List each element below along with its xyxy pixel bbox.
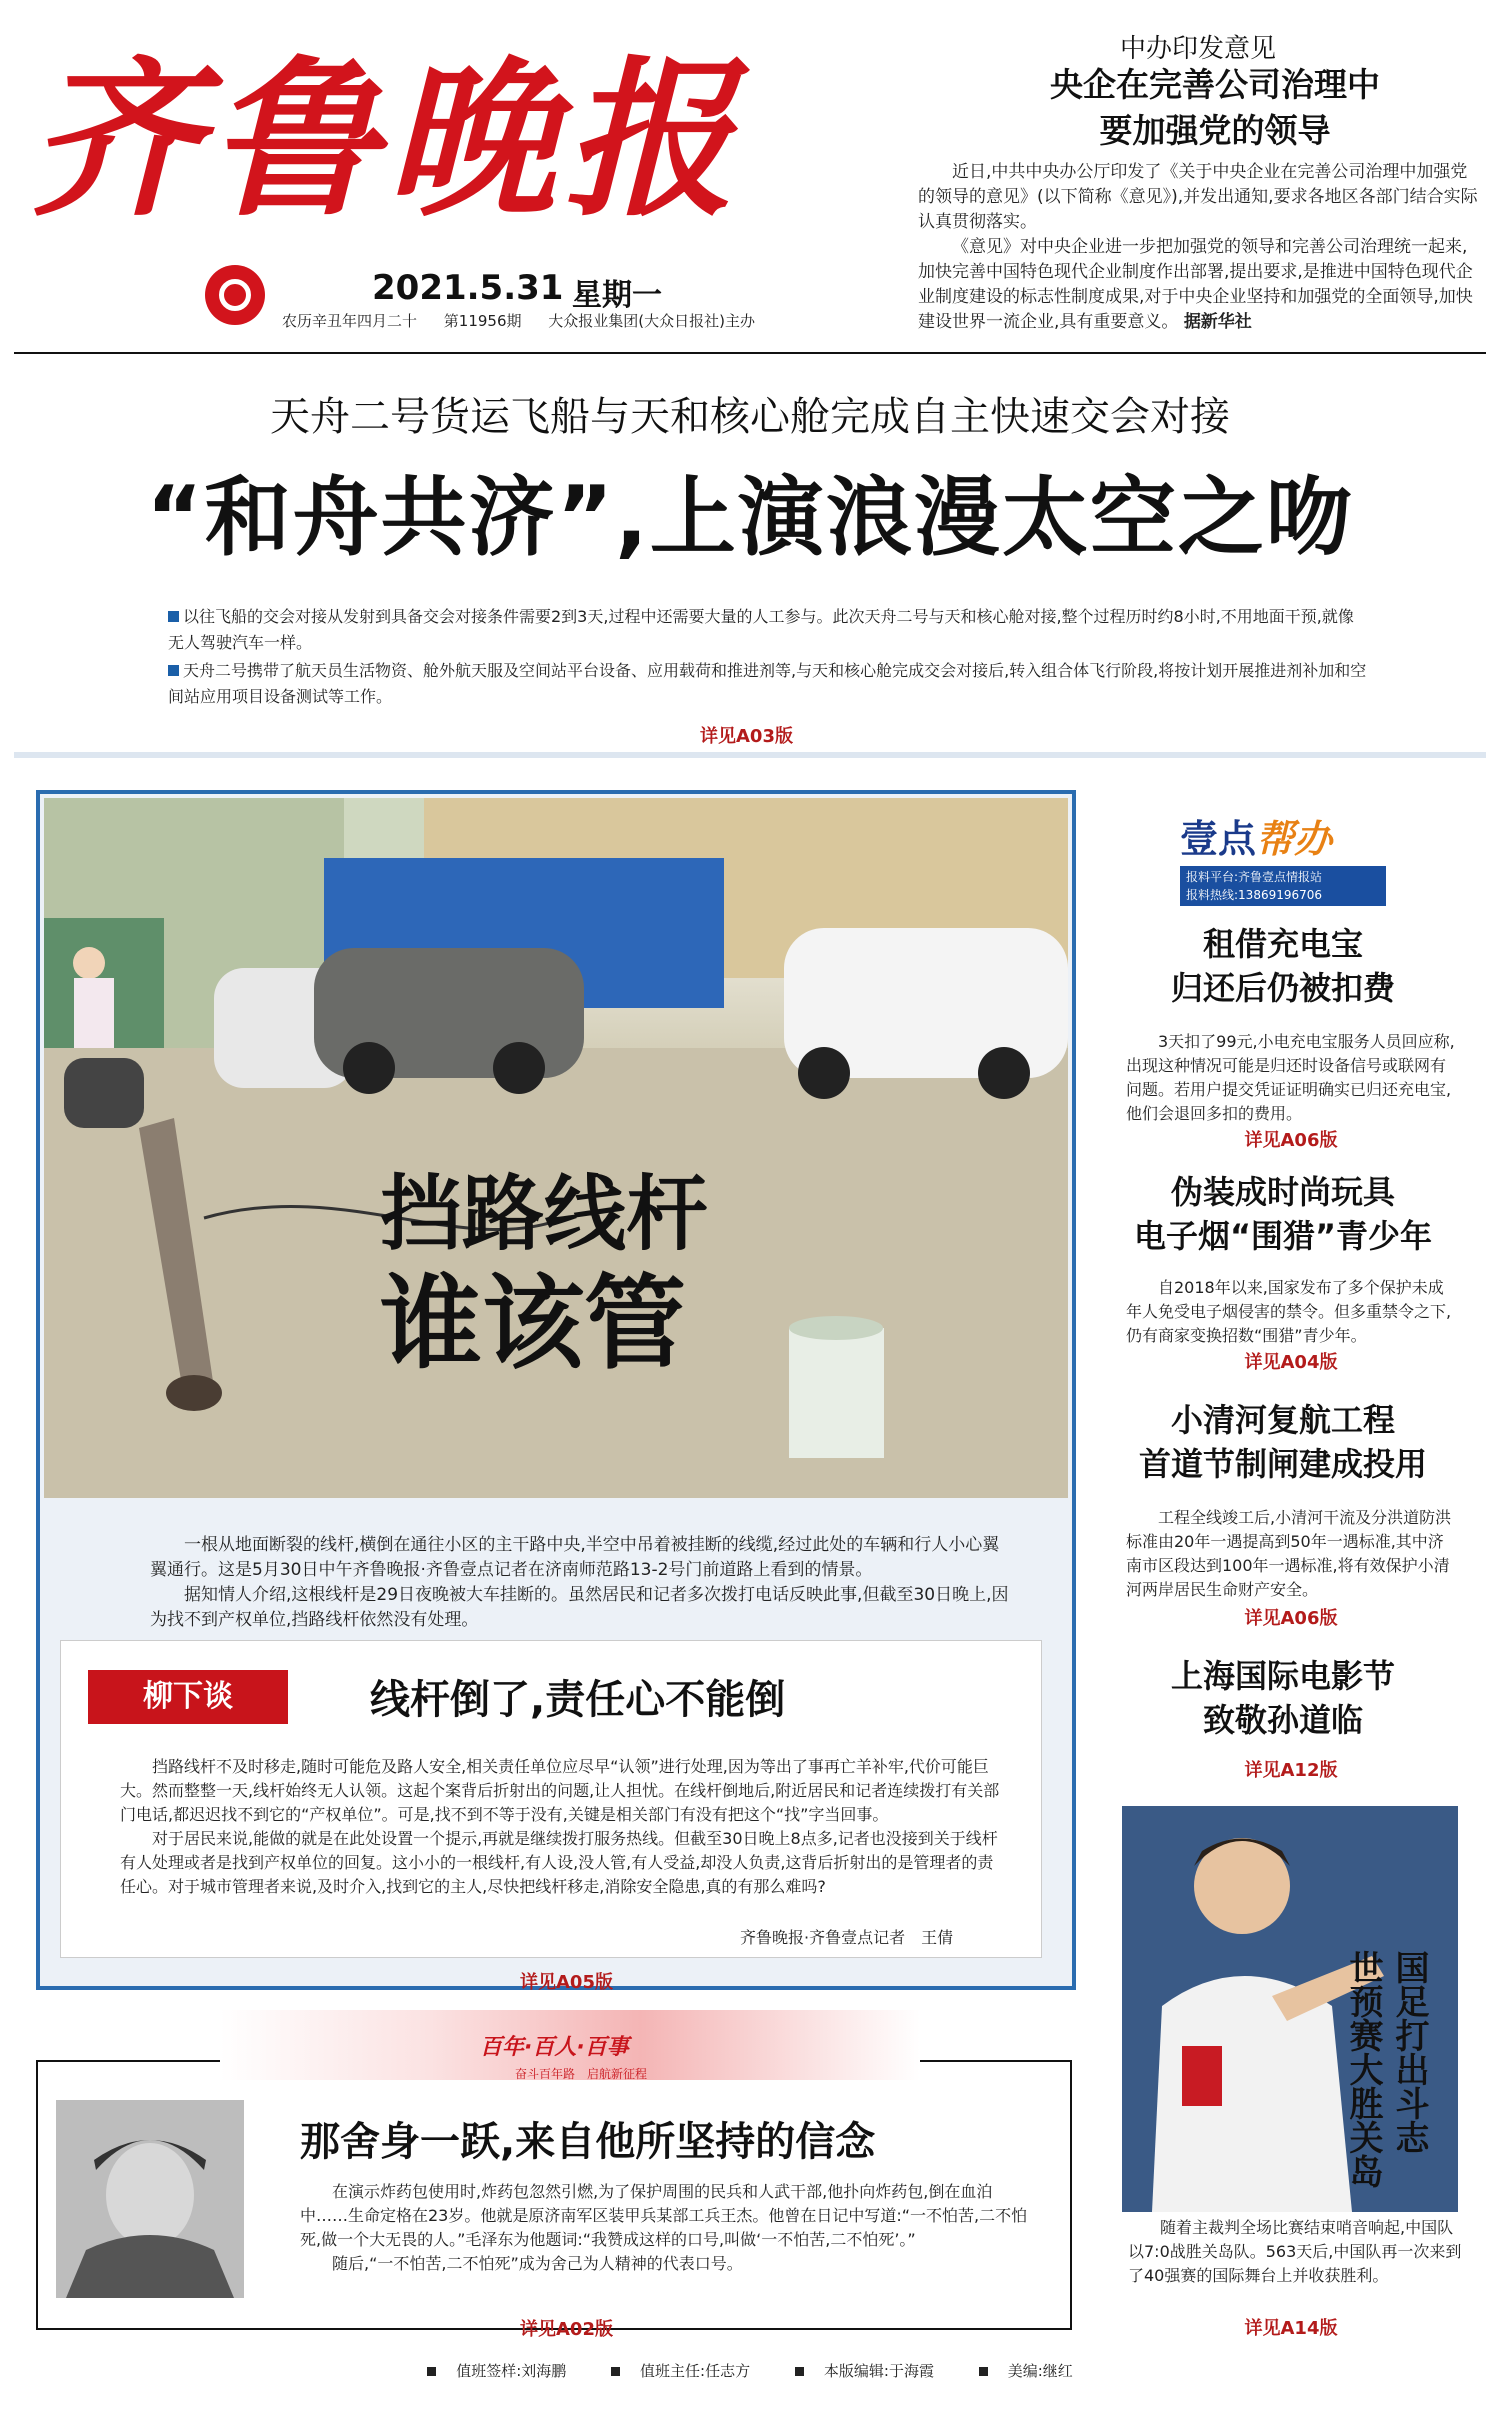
masthead-logo-icon — [205, 265, 265, 325]
footer-item: 美编:继红 — [969, 2362, 1083, 2380]
top-right-headline-line2: 要加强党的领导 — [1099, 111, 1331, 150]
footer-item: 值班签样:刘海鹏 — [417, 2362, 576, 2380]
bottom-story-paragraph: 随后,“一不怕苦,二不怕死”成为舍己为人精神的代表口号。 — [332, 2254, 743, 2273]
masthead-publisher: 大众报业集团(大众日报社)主办 — [548, 312, 756, 330]
bottom-story-see-link[interactable]: 详见A02版 — [520, 2319, 613, 2340]
footer-square-icon — [611, 2367, 620, 2376]
section-divider — [14, 752, 1486, 758]
bottom-story-paragraph: 在演示炸药包使用时,炸药包忽然引燃,为了保护周围的民兵和人武干部,他扑向炸药包,倒在血泊中……生命定格在23岁。他就是原济南军区装甲兵某部工兵王杰。他曾在日记中写道:“一不怕苦,二不怕死,做一个大无畏的人。”毛泽东为他题词:“我赞成这样的口号,叫做‘一不怕苦,二不怕死’。” — [300, 2182, 1028, 2249]
footer-item: 值班主任:任志方 — [601, 2362, 760, 2380]
column-paragraph: 对于居民来说,能做的就是在此处设置一个提示,再就是继续拨打服务热线。但截至30日晚上8点多,记者也没接到关于线杆有人处理或者是找到产权单位的回复。这小小的一根线杆,有人设,没人管,有人受益,却没人负责,这背后折射出的是管理者的责任心。对于城市管理者来说,及时介入,找到它的主人,尽快把线杆移走,消除安全隐患,真的有那么难吗? — [120, 1829, 998, 1896]
right-item-see-link[interactable]: 详见A04版 — [1244, 1352, 1338, 1373]
bottom-story-headline[interactable]: 那舍身一跃,来自他所坚持的信念 — [300, 2119, 876, 2165]
footer-square-icon — [427, 2367, 436, 2376]
column-see-link[interactable]: 详见A05版 — [520, 1972, 613, 1993]
sports-vertical-headline[interactable]: 国足打出斗志 世预赛大胜关岛 — [1343, 1950, 1429, 2188]
bottom-story-body — [300, 2180, 1030, 2276]
photo-story-headline[interactable]: 挡路线杆 — [380, 1167, 709, 1262]
yidian-hotline-band — [1180, 866, 1386, 906]
hotline-platform: 报料平台:齐鲁壹点情报站 — [1186, 870, 1323, 884]
right-item-see-link[interactable]: 详见A12版 — [1244, 1760, 1338, 1781]
lead-kicker: 天舟二号货运飞船与天和核心舱完成自主快速交会对接 — [270, 394, 1230, 440]
top-right-headline-line1: 央企在完善公司治理中 — [1050, 65, 1380, 104]
caption-paragraph: 一根从地面断裂的线杆,横倒在通往小区的主干路中央,半空中吊着被挂断的线缆,经过此处的车辆和行人小心翼翼通行。这是5月30日中午齐鲁晚报·齐鲁壹点记者在济南师范路13-2号门前道路上看到的情景。 — [150, 1535, 1000, 1580]
right-item-headline[interactable]: 小清河复航工程 首道节制闸建成投用 — [1138, 1401, 1427, 1483]
lead-see-link[interactable]: 详见A03版 — [700, 726, 793, 747]
column-tag: 柳下谈 — [88, 1670, 288, 1724]
bullet-square-icon — [168, 611, 179, 622]
right-item-headline[interactable]: 上海国际电影节 致敬孙道临 — [1170, 1657, 1395, 1739]
photo-story-caption — [150, 1533, 1010, 1633]
sports-body: 随着主裁判全场比赛结束哨音响起,中国队以7:0战胜关岛队。563天后,中国队再一次来到了40强赛的国际舞台上并收获胜利。 — [1128, 2218, 1462, 2285]
right-item-see-link[interactable]: 详见A06版 — [1244, 1130, 1338, 1151]
portrait-illustration — [56, 2100, 244, 2298]
footer-square-icon — [979, 2367, 988, 2376]
right-item-body: 工程全线竣工后,小清河干流及分洪道防洪标准由20年一遇提高到50年一遇标准,其中济南市区段达到100年一遇标准,将有效保护小清河两岸居民生命财产安全。 — [1126, 1508, 1452, 1599]
lead-headline[interactable]: “和舟共济”,上演浪漫太空之吻 — [146, 468, 1354, 568]
lead-bullet: 天舟二号携带了航天员生活物资、舱外航天服及空间站平台设备、应用载荷和推进剂等,与天和核心舱完成交会对接后,转入组合体飞行阶段,将按计划开展推进剂补加和空间站应用项目设备测试等工作。 — [168, 661, 1367, 706]
top-right-source: 据新华社 — [1183, 312, 1252, 332]
top-right-paragraph: 《意见》对中央企业进一步把加强党的领导和完善公司治理统一起来,加快完善中国特色现代企业制度作出部署,提出要求,是推进中国特色现代企业制度建设的标志性制度成果,对于中央企业坚持和加强党的全面领导,加快建设世界一流企业,具有重要意义。 据新华社 — [918, 237, 1473, 332]
footer-item: 本版编辑:于海霞 — [785, 2362, 944, 2380]
top-right-paragraph: 近日,中共中央办公厅印发了《关于中央企业在完善公司治理中加强党的领导的意见》(以下简称《意见》),并发出通知,要求各地区各部门结合实际认真贯彻落实。 — [918, 162, 1478, 232]
centennial-banner-subtitle: 奋斗百年路 启航新征程 — [515, 2067, 648, 2081]
portrait-photo[interactable] — [56, 2100, 244, 2298]
page-footer — [0, 2360, 1500, 2381]
yidian-help-badge: 壹点帮办 — [1180, 817, 1333, 861]
sports-see-link[interactable]: 详见A14版 — [1244, 2318, 1338, 2339]
top-right-kicker: 中办印发意见 — [1120, 34, 1277, 64]
column-headline[interactable]: 线杆倒了,责任心不能倒 — [370, 1677, 786, 1723]
column-byline: 齐鲁晚报·齐鲁壹点记者 王倩 — [740, 1928, 954, 1947]
masthead-subline — [282, 310, 777, 331]
photo-story-headline-2[interactable]: 谁该管 — [380, 1265, 686, 1384]
lead-bullets — [168, 604, 1368, 712]
photo-story-image[interactable] — [44, 798, 1068, 1498]
masthead-issue: 第11956期 — [443, 312, 522, 330]
column-paragraph: 挡路线杆不及时移走,随时可能危及路人安全,相关责任单位应尽早“认领”进行处理,因为等出了事再亡羊补牢,代价可能巨大。然而整整一天,线杆始终无人认领。这起个案背后折射出的问题,让人担忧。在线杆倒地后,附近居民和记者连续拨打有关部门电话,都迟迟找不到它的“产权单位”。可是,找不到不等于没有,关键是相关部门有没有把这个“找”字当回事。 — [120, 1757, 1000, 1824]
masthead-weekday: 星期一 — [572, 278, 662, 313]
top-right-headline[interactable] — [960, 62, 1470, 154]
masthead-lunar: 农历辛丑年四月二十 — [282, 312, 418, 330]
hotline-number: 报料热线:13869196706 — [1186, 888, 1323, 902]
right-item-headline[interactable]: 租借充电宝 归还后仍被扣费 — [1170, 925, 1395, 1007]
right-item-body: 自2018年以来,国家发布了多个保护未成年人免受电子烟侵害的禁令。但多重禁令之下,仍有商家变换招数“围猎”青少年。 — [1126, 1278, 1452, 1345]
footer-square-icon — [795, 2367, 804, 2376]
right-item-body: 3天扣了99元,小电充电宝服务人员回应称,出现这种情况可能是归还时设备信号或联网有问题。若用户提交凭证证明确实已归还充电宝,他们会退回多扣的费用。 — [1126, 1032, 1455, 1123]
column-body — [120, 1755, 1000, 1899]
masthead-date: 2021.5.31 — [372, 268, 564, 308]
right-item-headline[interactable]: 伪装成时尚玩具 电子烟“围猎”青少年 — [1133, 1173, 1433, 1255]
masthead-title: 齐鲁晚报 — [30, 40, 743, 240]
lead-bullet: 以往飞船的交会对接从发射到具备交会对接条件需要2到3天,过程中还需要大量的人工参与。此次天舟二号与天和核心舱对接,整个过程历时约8小时,不用地面干预,就像无人驾驶汽车一样。 — [168, 607, 1354, 652]
street-photo-illustration — [44, 798, 1068, 1498]
caption-paragraph: 据知情人介绍,这根线杆是29日夜晚被大车挂断的。虽然居民和记者多次拨打电话反映此事,但截至30日晚上,因为找不到产权单位,挡路线杆依然没有处理。 — [150, 1585, 1009, 1630]
bullet-square-icon — [168, 665, 179, 676]
top-right-body — [918, 160, 1478, 335]
masthead-divider — [14, 352, 1486, 354]
centennial-banner-title: 百年·百人·百事 — [480, 2035, 629, 2060]
right-item-see-link[interactable]: 详见A06版 — [1244, 1608, 1338, 1629]
